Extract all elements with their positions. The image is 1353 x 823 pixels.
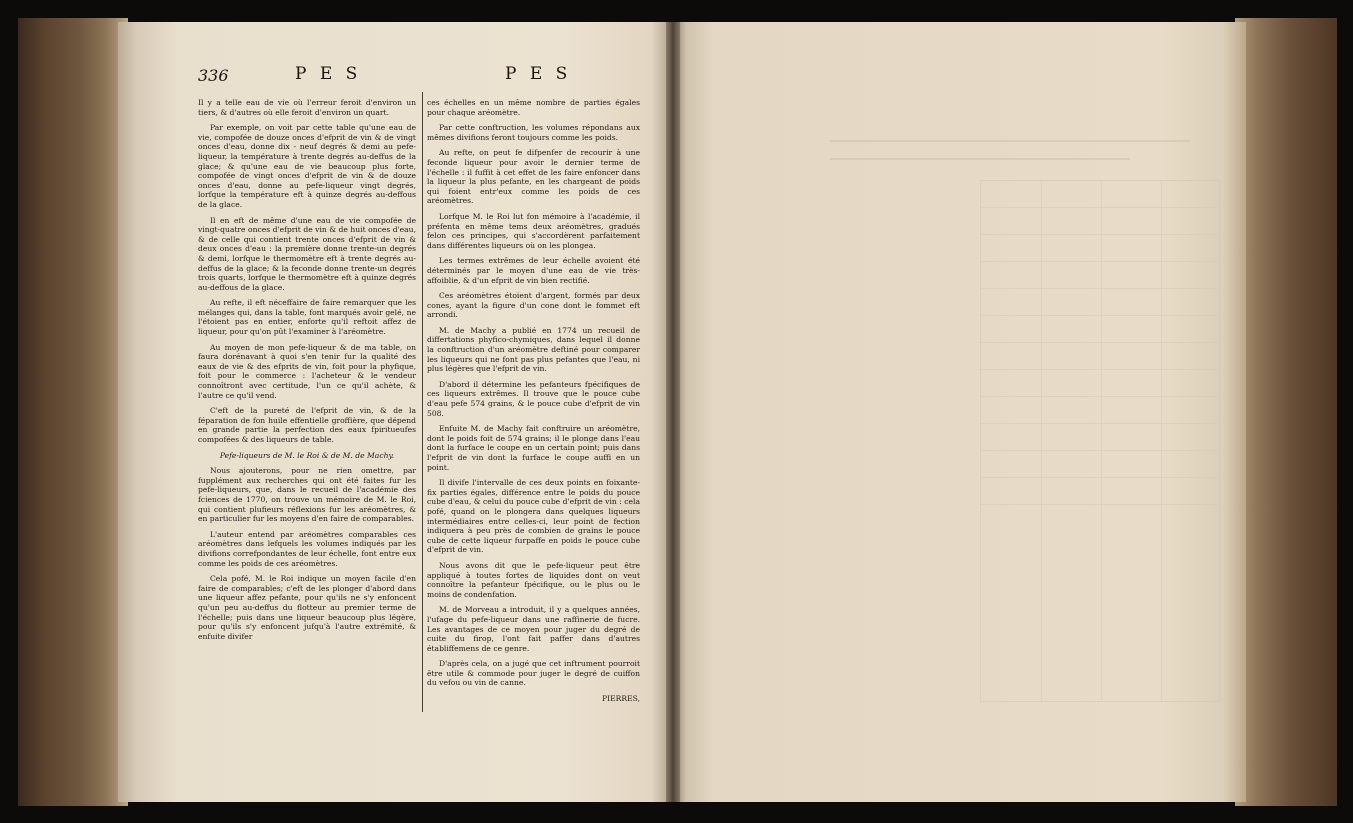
paragraph: Il y a telle eau de vie où l'erreur feroit d'environ un tiers, & d'autres où elle feroit d'environ un quart. bbox=[198, 98, 416, 117]
paragraph: Il en eft de même d'une eau de vie compofée de vingt-quatre onces d'efprit de vin & de huit onces d'eau, & de celle qui contient trente onces d'efprit de vin & deux onces d'eau : la première donne trente-un degrés & demi, lorfque le thermomètre eft à trente degrés au-deffus de la glace; & la feconde donne trente-un degrés trois quarts, lorfque le thermomètre eft à quinze degrés au-deffous de la glace. bbox=[198, 215, 416, 292]
right-cover-edge bbox=[1235, 18, 1337, 806]
paragraph: Nous ajouterons, pour ne rien omettre, par fupplément aux recherches qui ont été faites fur les pefe-liqueurs, que, dans le recueil de l'académie des fciences de 1770, on trouve un mémoire de M. le Roi, qui contient plufieurs réflexions fur les aréomètres, & en particulier fur les moyens d'en faire de comparables. bbox=[198, 466, 416, 524]
paragraph: Les termes extrêmes de leur échelle avoient été déterminés par le moyen d'une eau de vie très-affoiblie, & d'un efprit de vin bien rectifié. bbox=[427, 256, 640, 285]
show-through-table bbox=[980, 180, 1220, 702]
paragraph: C'eft de la pureté de l'efprit de vin, & de la féparation de fon huile effentielle groffière, que dépend en grande partie la perfection des eaux fpiritueufes compofées & des liqueurs de table. bbox=[198, 406, 416, 444]
paragraph: Enfuite M. de Machy fait conftruire un aréomètre, dont le poids foit de 574 grains; il le plonge dans l'eau dont la furface le coupe en un certain point; puis dans l'efprit de vin dont la furface le coupe auffi en un point. bbox=[427, 424, 640, 472]
paragraph: Au refte, il eft néceffaire de faire remarquer que les mélanges qui, dans la table, font marqués avoir gelé, ne l'étoient pas en entier, enforte qu'il reftoit affez de liqueur, pour qu'on pût l'examiner à l'aréomètre. bbox=[198, 298, 416, 337]
paragraph: Au refte, on peut fe difpenfer de recourir à une feconde liqueur pour avoir le dernier terme de l'échelle : il fuffit à cet effet de les faire enfoncer dans la liqueur la plus pefante, en les chargeant de poids qui foient entr'eux comme les poids de ces aréomètres. bbox=[427, 148, 640, 206]
paragraph: ces échelles en un même nombre de parties égales pour chaque aréomètre. bbox=[427, 98, 640, 117]
paragraph: Nous avons dit que le pefe-liqueur peut être appliqué à toutes fortes de liquides dont on veut connoître la pefanteur fpécifique, ou le plus ou le moins de condenfation. bbox=[427, 560, 640, 599]
running-head-right: P E S bbox=[505, 64, 572, 84]
paragraph: Par exemple, on voit par cette table qu'une eau de vie, compofée de douze onces d'efprit de vin & de vingt onces d'eau, donne dix - neuf degrés & demi au pefe-liqueur, la température à trente degrés au-deffus de la glace; & qu'une eau de vie beaucoup plus forte, compofée de vingt onces d'efprit de vin & de douze onces d'eau, donne au pefe-liqueur vingt degrés, lorfque la température eft à quinze degrés au-deffous de la glace. bbox=[198, 123, 416, 209]
paragraph: Au moyen de mon pefe-liqueur & de ma table, on faura dorénavant à quoi s'en tenir fur la qualité des eaux de vie & des efprits de vin, foit pour la phyfique, foit pour le commerce : l'acheteur & le vendeur connoîtront avec certitude, l'un ce qu'il achète, & l'autre ce qu'il vend. bbox=[198, 342, 416, 400]
left-text-column bbox=[198, 98, 416, 647]
book-gutter bbox=[666, 22, 680, 802]
paragraph: Cela pofé, M. le Roi indique un moyen facile d'en faire de comparables; c'eft de les plonger d'abord dans une liqueur affez pefante, pour qu'ils ne s'y enfoncent qu'un peu au-deffus du flotteur au premier terme de l'échelle; puis dans une liqueur beaucoup plus légère, pour qu'ils s'y enfoncent jufqu'à l'autre extrémité, & enfuite divifer bbox=[198, 574, 416, 641]
paragraph: D'abord il détermine les pefanteurs fpécifiques de ces liqueurs extrêmes. Il trouve que le pouce cube d'eau pefe 574 grains, & le pouce cube d'efprit de vin 508. bbox=[427, 379, 640, 418]
paragraph: L'auteur entend par aréomètres comparables ces aréomètres dans lefquels les volumes indiqués par les divifions correfpondantes de leur échelle, font entre eux comme les poids de ces aréomètres. bbox=[198, 529, 416, 568]
show-through-line bbox=[830, 158, 1130, 160]
paragraph: M. de Machy a publié en 1774 un recueil de differtations phyfico-chymiques, dans lequel il donne la conftruction d'un aréomètre deftiné pour comparer les liqueurs qui ne font pas plus pefantes que l'eau, ni plus légères que l'efprit de vin. bbox=[427, 325, 640, 374]
paragraph: Par cette conftruction, les volumes répondans aux mêmes divifions feront toujours comme les poids. bbox=[427, 123, 640, 142]
show-through-line bbox=[830, 140, 1190, 142]
page-number: 336 bbox=[198, 66, 229, 85]
right-text-column bbox=[427, 98, 640, 710]
catchword: PIERRES, bbox=[602, 694, 640, 704]
paragraph: M. de Morveau a introduit, il y a quelques années, l'ufage du pefe-liqueur dans une raffinerie de fucre. Les avantages de ce moyen pour juger du degré de cuite du firop, l'ont fait paffer dans d'autres établiffemens de ce genre. bbox=[427, 605, 640, 653]
paragraph: Ces aréomètres étoient d'argent, formés par deux cones, ayant la figure d'un cone dont le fommet eft arrondi. bbox=[427, 291, 640, 320]
left-cover-edge bbox=[18, 18, 128, 806]
column-divider bbox=[422, 92, 423, 712]
paragraph: Lorfque M. le Roi lut fon mémoire à l'académie, il préfenta en même tems deux aréomètres, gradués felon ces principes, qui s'accordèrent parfaitement dans différentes liqueurs où on les plongea. bbox=[427, 211, 640, 250]
section-heading: Pefe-liqueurs de M. le Roi & de M. de Machy. bbox=[219, 450, 395, 460]
paragraph: D'après cela, on a jugé que cet inftrument pourroit être utile & commode pour juger le degré de cuiffon du vefou ou vin de canne. bbox=[427, 659, 640, 688]
running-head-left: P E S bbox=[295, 64, 362, 84]
paragraph: Il divife l'intervalle de ces deux points en foixante-fix parties égales, différence entre le poids du pouce cube d'eau, & celui du pouce cube d'efprit de vin : cela pofé, quand on le plongera dans quelques liqueurs intermédiaires entre celles-ci, leur point de fection indiquera à peu près de combien de grains le pouce cube de cette liqueur furpaffe en poids le pouce cube d'efprit de vin. bbox=[427, 478, 640, 555]
